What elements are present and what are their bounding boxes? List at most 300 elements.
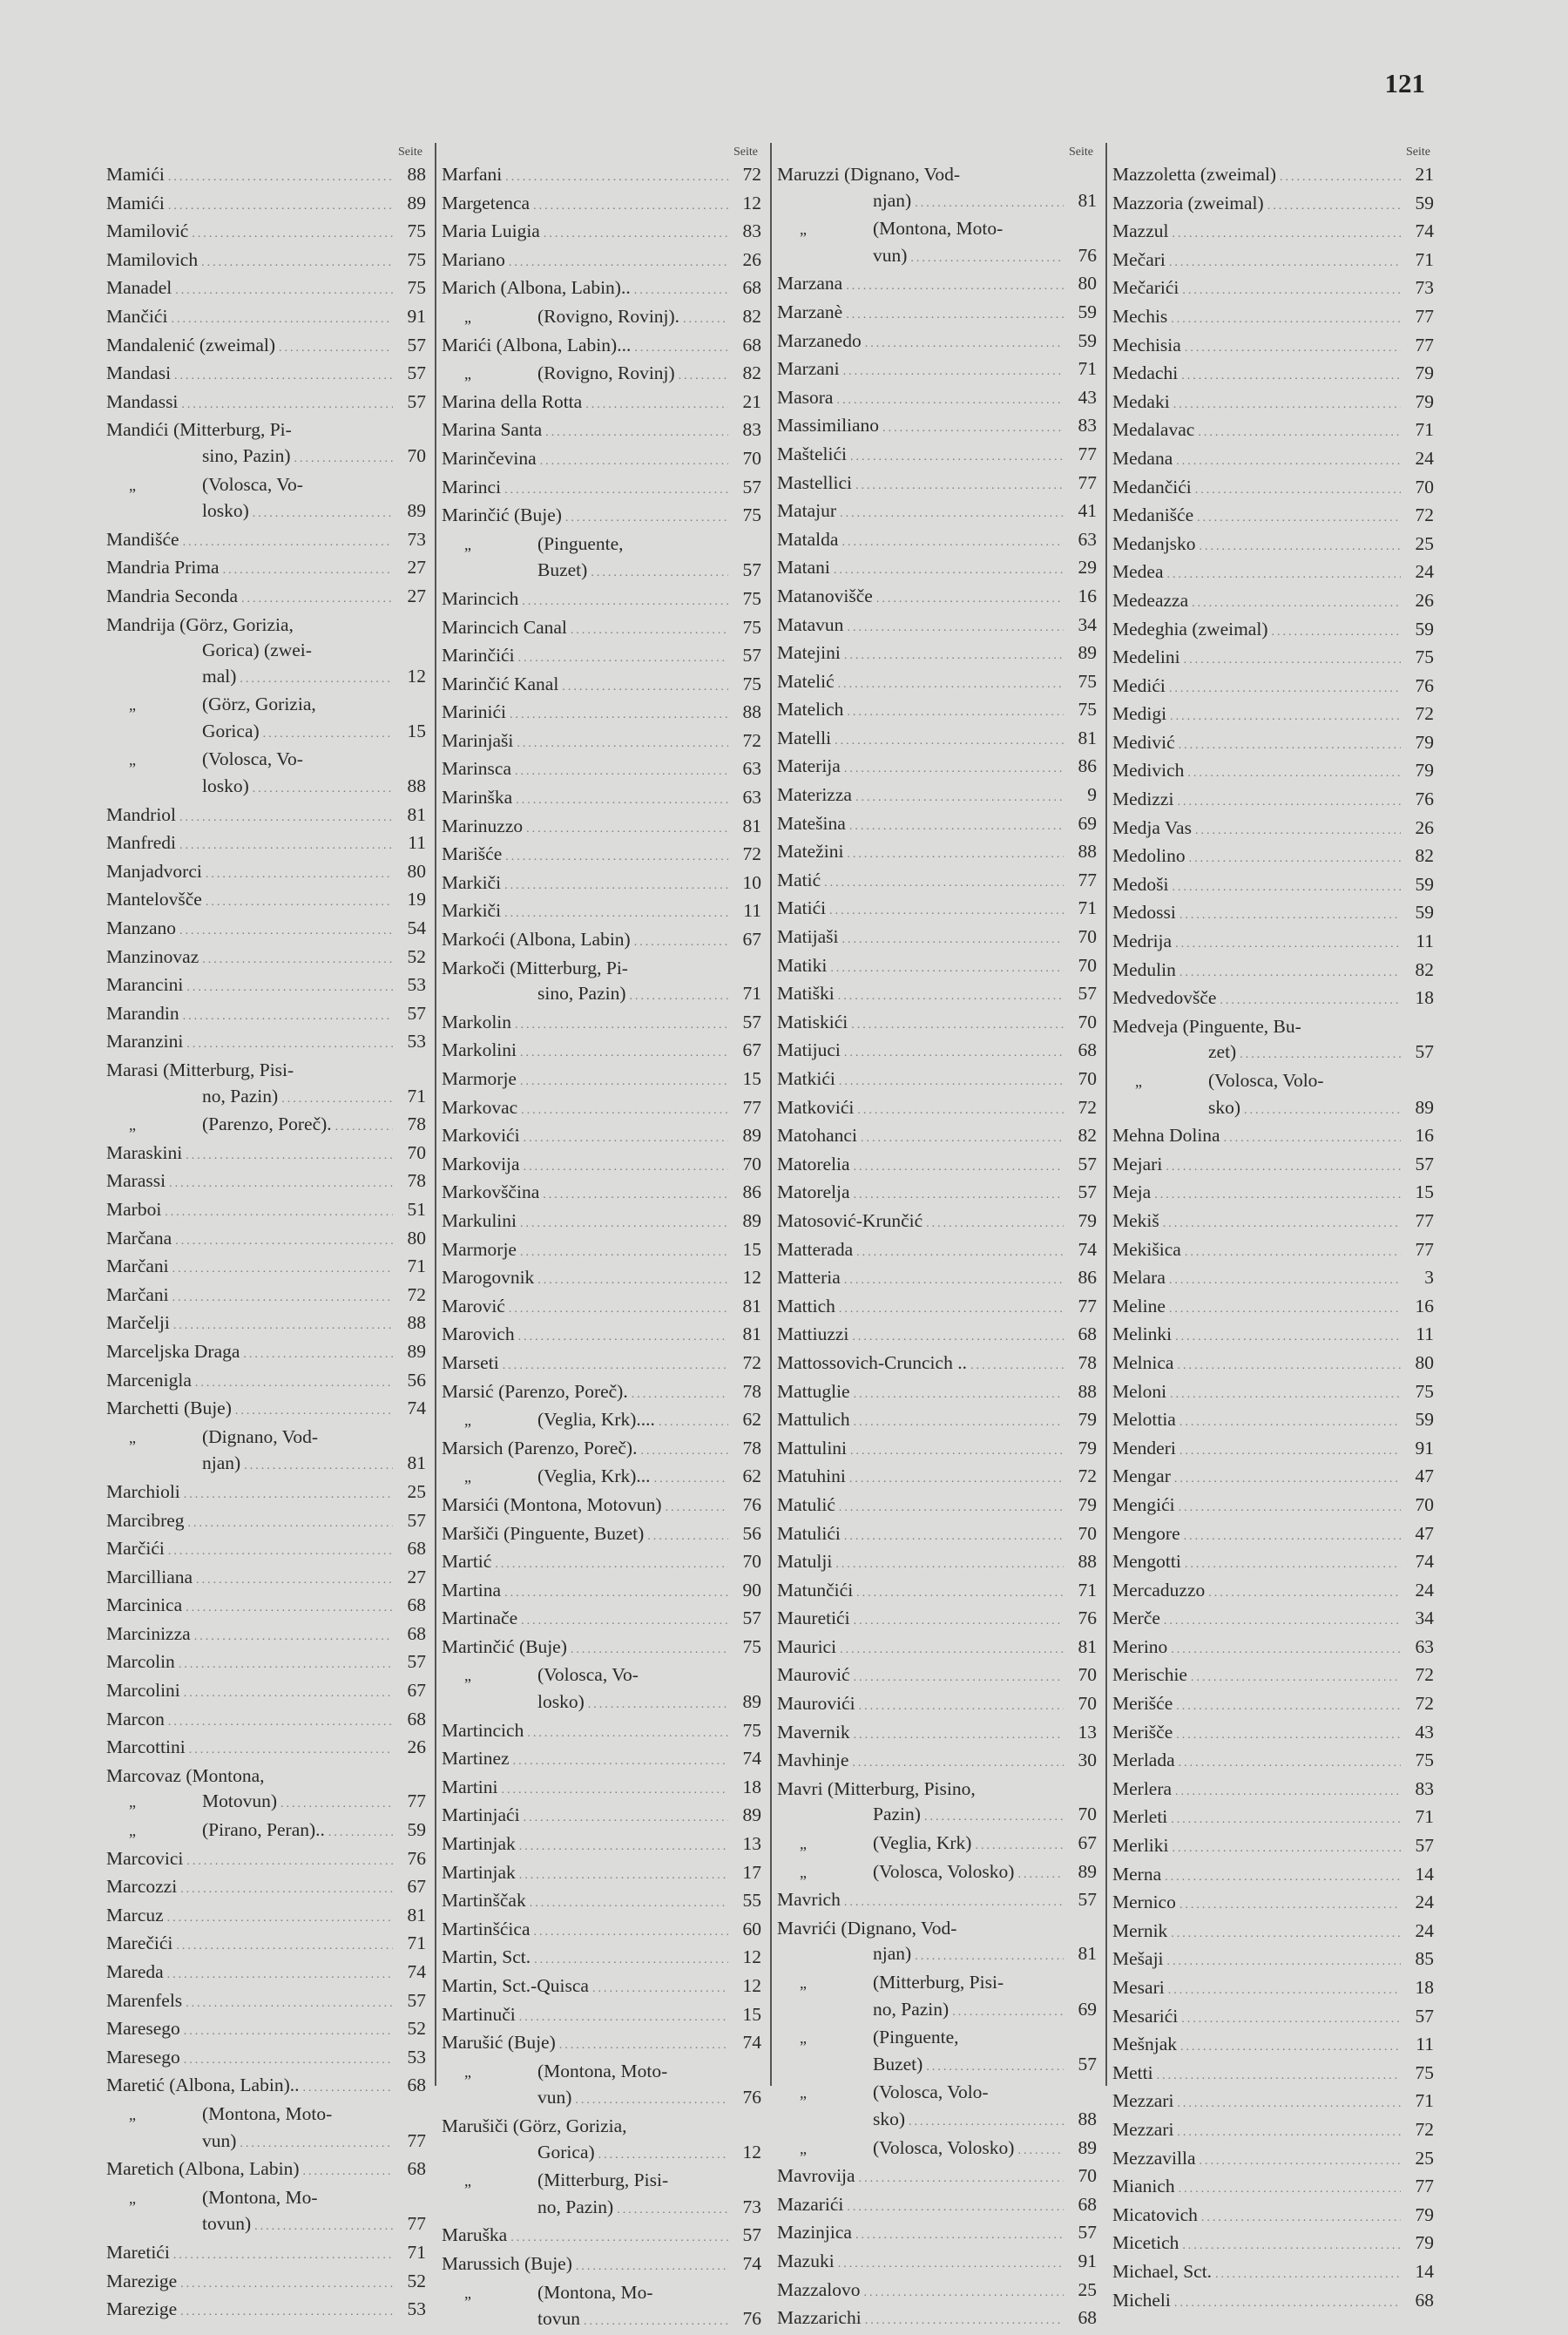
entry-name: Medvedovšče [1112, 987, 1217, 1009]
index-entry [777, 1831, 1097, 1859]
entry-page: 70 [1078, 1804, 1097, 1825]
entry-name: Medolino [1112, 845, 1186, 867]
entry-page: 18 [742, 1776, 761, 1797]
entry-page: 57 [1078, 1153, 1097, 1174]
entry-name: Manfredi [106, 832, 176, 854]
dot-leader [1208, 1580, 1401, 1607]
index-entry [106, 1197, 426, 1226]
dot-leader [844, 1040, 1064, 1066]
entry-page: 79 [1078, 1493, 1097, 1515]
entry-page: 73 [742, 2196, 761, 2217]
entry-name: Markolini [442, 1039, 517, 1061]
entry-name: no, Pazin) [873, 1998, 950, 2020]
dot-leader [1171, 307, 1401, 333]
entry-name: Matelich [777, 699, 844, 721]
entry-name: Marčani [106, 1283, 169, 1305]
ditto-mark: „ [129, 1428, 136, 1446]
index-entry [106, 1508, 426, 1537]
entry-name: Mešnjak [1112, 2034, 1178, 2055]
dot-leader [186, 1143, 393, 1169]
index-entry [777, 1010, 1097, 1039]
entry-name: Marchioli [106, 1480, 180, 1502]
index-entry [442, 1973, 761, 2002]
entry-name: sko) [1208, 1096, 1241, 1118]
entry-name: Marincich [442, 587, 519, 609]
index-entry [442, 389, 761, 418]
entry-page: 86 [742, 1181, 761, 1203]
entry-page: 76 [1415, 674, 1434, 696]
dot-leader [1215, 2262, 1401, 2288]
dot-leader [515, 1012, 728, 1039]
entry-page: 68 [407, 2074, 426, 2096]
entry-name: Mattulich [777, 1409, 850, 1431]
entry-page: 91 [1415, 1437, 1434, 1459]
entry-page: 68 [1415, 2289, 1434, 2311]
dot-leader [206, 890, 393, 916]
entry-name: Mandalenić (zweimal) [106, 334, 276, 355]
entry-name: Medivić [1112, 731, 1175, 753]
entry-page: 86 [1078, 1267, 1097, 1289]
index-entry [777, 811, 1097, 840]
index-entry [106, 613, 426, 639]
index-entry [106, 1621, 426, 1650]
index-entry [106, 1058, 426, 1084]
entry-page: 57 [742, 1607, 761, 1629]
entry-page: 52 [407, 2270, 426, 2291]
entry-name: Medveja (Pinguente, Bu- [1112, 1015, 1301, 1037]
dot-leader [168, 1539, 393, 1565]
entry-name: Merišče [1112, 1721, 1173, 1743]
entry-name: Manadel [106, 277, 172, 299]
entry-page: 70 [1078, 2165, 1097, 2187]
index-entry [442, 1888, 761, 1917]
entry-name: Merischie [1112, 1664, 1187, 1686]
entry-name: Mazzalovo [777, 2278, 861, 2300]
entry-name: (Rovigno, Rovinj) [537, 362, 675, 384]
ditto-mark: „ [464, 2062, 471, 2081]
index-entry [1112, 2259, 1434, 2288]
entry-name: Mandria Prima [106, 557, 220, 579]
entry-name: Mavri (Mitterburg, Pisino, [777, 1777, 976, 1799]
dot-leader [1172, 221, 1401, 247]
entry-page: 82 [1078, 1125, 1097, 1147]
index-entry [777, 1407, 1097, 1436]
dot-leader [504, 1580, 728, 1607]
dot-leader [838, 984, 1064, 1010]
entry-name: Matić [777, 869, 821, 890]
dot-leader [543, 1182, 728, 1208]
dot-leader [844, 1890, 1064, 1916]
dot-leader [515, 759, 728, 785]
index-entry [1112, 2174, 1434, 2203]
entry-name: Marfani [442, 164, 503, 185]
entry-name: Mengore [1112, 1522, 1180, 1544]
index-entry [1112, 333, 1434, 362]
dot-leader [909, 2109, 1064, 2135]
dot-leader [659, 1410, 728, 1436]
entry-page: 89 [742, 1125, 761, 1147]
index-entry [1112, 1606, 1434, 1634]
entry-page: 88 [1078, 1380, 1097, 1402]
index-entry [777, 1634, 1097, 1663]
index-entry [442, 1718, 761, 1747]
entry-name: Masora [777, 386, 834, 408]
ditto-mark: „ [464, 365, 471, 383]
dot-leader [859, 1694, 1064, 1720]
dot-leader [167, 1905, 393, 1932]
entry-page: 10 [742, 871, 761, 893]
dot-leader [502, 1777, 729, 1804]
entry-name: Mezzari [1112, 2118, 1174, 2140]
entry-page: 89 [1415, 1096, 1434, 1118]
entry-page: 72 [1415, 1693, 1434, 1715]
entry-name: Marezige [106, 2270, 178, 2291]
dot-leader [859, 2166, 1064, 2192]
dot-leader [854, 1382, 1064, 1408]
index-entry [106, 333, 426, 362]
dot-leader [1244, 1098, 1401, 1124]
index-entry [777, 640, 1097, 669]
entry-page: 59 [1078, 301, 1097, 322]
entry-page: 59 [1415, 902, 1434, 924]
index-entry [777, 2025, 1097, 2052]
dot-leader [854, 1722, 1064, 1749]
entry-name: Micatovich [1112, 2203, 1198, 2225]
dot-leader [1179, 1438, 1401, 1465]
entry-name: Medeazza [1112, 589, 1189, 611]
dot-leader [165, 1200, 393, 1226]
entry-name: Martinščak [442, 1890, 526, 1912]
entry-name: Markiči [442, 871, 502, 893]
dot-leader [915, 191, 1064, 217]
entry-page: 86 [1078, 755, 1097, 777]
index-entry [106, 1593, 426, 1621]
dot-leader [173, 1313, 393, 1339]
entry-name: Maretići [106, 2241, 170, 2263]
entry-name: Merišće [1112, 1693, 1173, 1715]
dot-leader [202, 947, 393, 973]
index-entry [777, 2192, 1097, 2221]
ditto-mark: „ [464, 535, 471, 553]
entry-name: Marseti [442, 1351, 499, 1373]
dot-leader [188, 1511, 393, 1537]
entry-page: 59 [1415, 1409, 1434, 1431]
index-entry [777, 555, 1097, 584]
index-entry [442, 162, 761, 191]
dot-leader [1175, 1779, 1401, 1805]
dot-leader [241, 586, 393, 613]
index-entry [777, 1492, 1097, 1521]
entry-name: (Parenzo, Poreč). [202, 1113, 332, 1135]
entry-page: 85 [1415, 1948, 1434, 1970]
index-entry [106, 247, 426, 276]
dot-leader [854, 1182, 1064, 1208]
entry-page: 81 [407, 1904, 426, 1926]
dot-leader [244, 1453, 393, 1479]
entry-page: 30 [1078, 1750, 1097, 1771]
index-entry [777, 2107, 1097, 2135]
index-entry [1112, 1407, 1434, 1436]
index-entry [106, 1283, 426, 1311]
index-entry [777, 243, 1097, 272]
dot-leader [1267, 193, 1401, 220]
entry-page: 89 [407, 500, 426, 522]
index-entry [442, 1689, 761, 1718]
entry-page: 67 [407, 1680, 426, 1702]
index-entry [442, 2168, 761, 2195]
dot-leader [840, 1637, 1064, 1663]
index-entry [1112, 1237, 1434, 1266]
index-entry [442, 1038, 761, 1066]
index-entry [442, 1831, 761, 1860]
entry-name: Marsić (Parenzo, Poreč). [442, 1380, 628, 1402]
index-entry [106, 275, 426, 304]
index-entry [442, 1662, 761, 1689]
entry-name: Marcolini [106, 1680, 180, 1702]
entry-page: 9 [1087, 784, 1097, 806]
entry-page: 83 [742, 419, 761, 441]
entry-name: Mattuglie [777, 1380, 850, 1402]
entry-page: 59 [1415, 873, 1434, 895]
entry-name: Matići [777, 897, 827, 919]
entry-name: Mazzoria (zweimal) [1112, 192, 1264, 213]
entry-name: losko) [202, 775, 249, 797]
dot-leader [1171, 1921, 1401, 1947]
entry-name: (Veglia, Krk).... [537, 1409, 655, 1431]
index-entry [1112, 531, 1434, 560]
dot-leader [852, 1750, 1064, 1777]
dot-leader [180, 1877, 393, 1903]
index-entry [106, 802, 426, 831]
index-entry [442, 1917, 761, 1946]
entry-page: 82 [1415, 845, 1434, 867]
index-entry [777, 385, 1097, 414]
index-entry [106, 1536, 426, 1565]
entry-name: Medossi [1112, 902, 1176, 924]
entry-name: Manjadvorci [106, 860, 202, 882]
index-entry [1112, 219, 1434, 247]
dot-leader [1174, 1466, 1401, 1492]
dot-leader [1181, 363, 1401, 389]
dot-leader [1179, 733, 1401, 759]
dot-leader [1272, 619, 1402, 646]
entry-name: Matorelja [777, 1181, 850, 1203]
index-entry [442, 558, 761, 586]
entry-page: 72 [1415, 1664, 1434, 1686]
dot-leader [184, 2047, 393, 2074]
entry-page: 70 [1078, 1522, 1097, 1544]
entry-page: 72 [742, 843, 761, 865]
index-entry [1112, 758, 1434, 787]
entry-name: Mesari [1112, 1977, 1165, 1998]
entry-page: 21 [742, 390, 761, 412]
dot-leader [1173, 1836, 1402, 1862]
dot-leader [840, 501, 1064, 527]
dot-leader [1224, 1126, 1401, 1152]
entry-page: 57 [407, 1002, 426, 1024]
index-entry [106, 1112, 426, 1140]
entry-page: 57 [742, 645, 761, 667]
index-entry [106, 1565, 426, 1594]
entry-name: Marceljska Draga [106, 1340, 240, 1362]
index-entry [442, 2114, 761, 2140]
entry-page: 71 [1415, 419, 1434, 441]
dot-leader [839, 1296, 1064, 1323]
entry-page: 56 [407, 1369, 426, 1391]
entry-page: 72 [1078, 1096, 1097, 1118]
dot-leader [1170, 1382, 1401, 1408]
index-entry [442, 503, 761, 531]
index-entry [1112, 1294, 1434, 1323]
entry-page: 57 [1078, 2222, 1097, 2244]
index-entry [777, 1941, 1097, 1970]
index-entry [106, 389, 426, 418]
entry-name: Markoči (Mitterburg, Pi- [442, 957, 628, 978]
entry-name: Medoši [1112, 873, 1169, 895]
entry-name: Martinšćica [442, 1918, 531, 1939]
index-entry [106, 417, 426, 443]
index-entry [442, 1180, 761, 1208]
entry-name: Martinače [442, 1607, 518, 1629]
entry-page: 77 [742, 1096, 761, 1118]
index-entry [106, 2156, 426, 2185]
index-entry [106, 1678, 426, 1707]
dot-leader [1197, 505, 1401, 531]
entry-name: Marmorje [442, 1068, 517, 1089]
entry-page: 26 [407, 1736, 426, 1758]
entry-page: 57 [742, 476, 761, 497]
index-entry [777, 527, 1097, 556]
entry-page: 91 [1078, 2250, 1097, 2271]
index-entry [1112, 1691, 1434, 1720]
entry-name: Mavhinje [777, 1750, 849, 1771]
dot-leader [856, 1240, 1064, 1266]
entry-name: Maraskini [106, 1141, 183, 1163]
index-entry [442, 785, 761, 814]
dot-leader [192, 221, 393, 247]
entry-name: Maruška [442, 2224, 508, 2246]
index-entry [1112, 985, 1434, 1014]
entry-name: Matohanci [777, 1125, 857, 1147]
entry-page: 12 [742, 1946, 761, 1968]
dot-leader [1154, 1182, 1401, 1208]
dot-leader [521, 1608, 728, 1634]
dot-leader [1180, 2034, 1401, 2061]
entry-name: Mavrich [777, 1889, 841, 1911]
dot-leader [1179, 1750, 1401, 1777]
dot-leader [1189, 846, 1401, 872]
entry-page: 67 [742, 929, 761, 951]
entry-name: Marići (Albona, Labin)... [442, 334, 632, 355]
dot-leader [167, 1962, 393, 1988]
ditto-mark: „ [800, 1974, 807, 1992]
index-entry [442, 956, 761, 982]
index-entry [1112, 958, 1434, 986]
index-entry [777, 2163, 1097, 2192]
index-entry [442, 219, 761, 247]
dot-leader [829, 898, 1064, 924]
entry-page: 73 [407, 528, 426, 550]
entry-name: Mengotti [1112, 1551, 1181, 1573]
entry-name: tovun) [202, 2213, 252, 2235]
index-entry [442, 361, 761, 389]
dot-leader [1179, 2176, 1401, 2203]
dot-leader [841, 927, 1064, 953]
index-entry [777, 300, 1097, 328]
entry-name: (Volosca, Volo- [1208, 1070, 1324, 1091]
dot-leader [1220, 988, 1401, 1014]
index-entry [777, 1379, 1097, 1408]
entry-name: Mezzari [1112, 2090, 1174, 2112]
entry-page: 75 [742, 504, 761, 526]
entry-page: 75 [1078, 699, 1097, 721]
entry-name: Mantelovšče [106, 889, 202, 910]
dot-leader [509, 250, 728, 276]
index-entry [442, 1407, 761, 1436]
index-entry [442, 333, 761, 362]
index-entry [777, 1748, 1097, 1777]
entry-page: 79 [1415, 390, 1434, 412]
entry-page: 74 [407, 1961, 426, 1982]
entry-name: Mianich [1112, 2176, 1175, 2197]
index-entry [777, 2080, 1097, 2107]
dot-leader [189, 1737, 393, 1763]
index-entry [777, 1095, 1097, 1124]
dot-leader [184, 2019, 393, 2045]
page-number: 121 [1384, 68, 1425, 98]
dot-leader [1182, 2233, 1401, 2259]
entry-name: (Montona, Moto- [202, 2102, 333, 2124]
entry-name: zet) [1208, 1041, 1237, 1063]
index-entry [106, 1735, 426, 1763]
index-entry [106, 1817, 426, 1846]
dot-leader [181, 392, 393, 418]
entry-name: Marcenigla [106, 1369, 192, 1391]
entry-page: 16 [1415, 1295, 1434, 1316]
entry-name: Medulin [1112, 958, 1176, 980]
entry-page: 74 [742, 1748, 761, 1770]
entry-page: 71 [742, 983, 761, 1005]
entry-name: mal) [202, 665, 237, 687]
index-entry [106, 747, 426, 774]
index-entry [777, 896, 1097, 924]
index-entry [1112, 1464, 1434, 1492]
index-entry [442, 981, 761, 1010]
entry-page: 76 [742, 2308, 761, 2330]
entry-page: 68 [1078, 1039, 1097, 1061]
dot-leader [975, 1833, 1064, 1859]
entry-page: 77 [1415, 334, 1434, 355]
index-entry [1112, 2061, 1434, 2089]
entry-page: 51 [407, 1198, 426, 1220]
entry-name: (Pinguente, [537, 532, 624, 554]
dot-leader [844, 1524, 1064, 1550]
dot-leader [240, 2131, 393, 2157]
index-entry [106, 361, 426, 389]
dot-leader [835, 1552, 1064, 1578]
dot-leader [526, 816, 728, 843]
entry-name: Marušić (Buje) [442, 2032, 556, 2054]
entry-name: Markulini [442, 1209, 517, 1231]
dot-leader [184, 1482, 393, 1508]
entry-page: 75 [1415, 2061, 1434, 2083]
entry-name: Marich (Albona, Labin).. [442, 277, 631, 299]
index-entry [106, 1168, 426, 1197]
dot-leader [279, 335, 393, 362]
entry-page: 16 [1415, 1125, 1434, 1147]
entry-name: Marina della Rotta [442, 390, 583, 412]
index-entry [106, 1029, 426, 1058]
